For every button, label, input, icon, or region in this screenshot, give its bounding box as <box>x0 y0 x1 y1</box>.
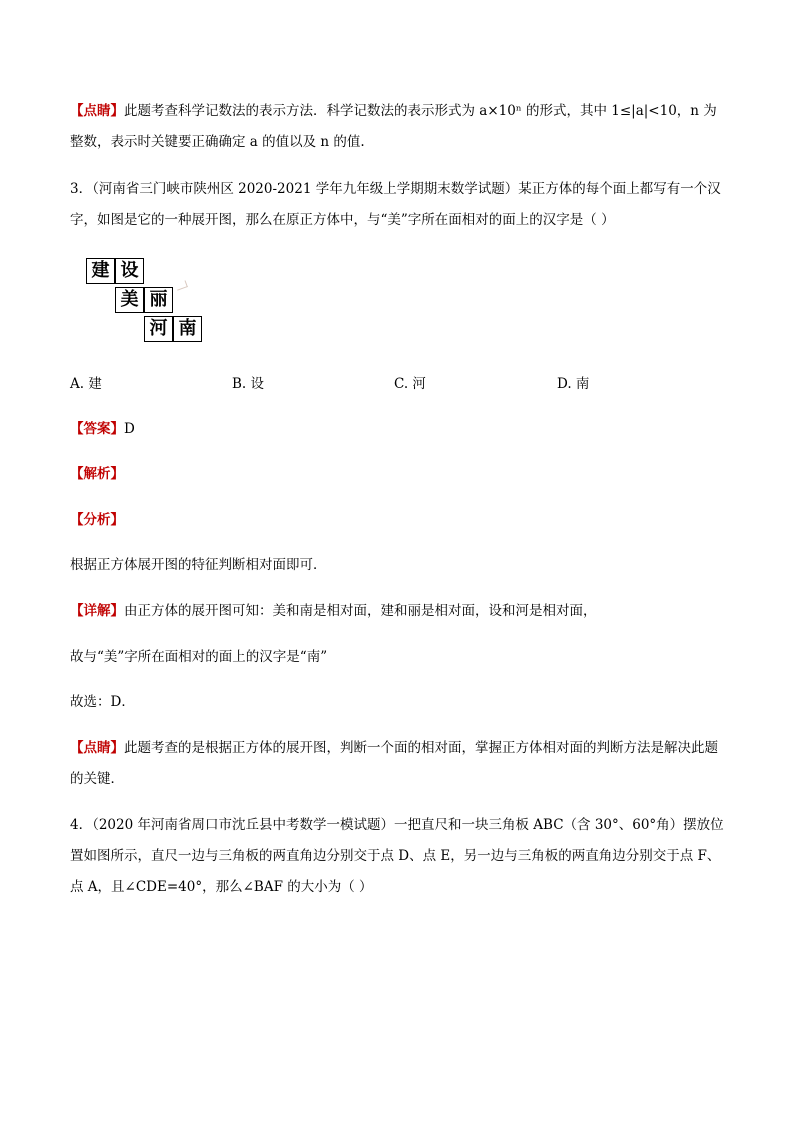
q4-stem: 4．（2020 年河南省周口市沈丘县中考数学一模试题）一把直尺和一块三角板 ABC（含 30°、60°角）摆放位置如图所示，直尺一边与三角板的两直角边分别交于点 D、点 E，另一边与三角板的两直角边分别交于点 F、点 A，且∠CDE=40°，那么∠BAF 的大小为（ ） <box>70 817 724 895</box>
option-c: C. 河 <box>394 376 426 392</box>
fenxi-text: 根据正方体展开图的特征判断相对面即可． <box>70 557 327 573</box>
net-cell-li: 丽 <box>144 287 173 313</box>
option-b: B. 设 <box>232 376 265 392</box>
q2-comment <box>70 96 724 158</box>
net-cell-he: 河 <box>144 316 173 342</box>
jiexi-tag: 【解析】 <box>70 466 124 482</box>
detail-line-3: 故选：D． <box>70 694 135 710</box>
answer-value: D <box>124 421 135 437</box>
answer-line <box>70 414 724 445</box>
option-a: A. 建 <box>70 376 102 392</box>
net-cell-jian: 建 <box>86 258 115 284</box>
net-cell-she: 设 <box>115 258 144 284</box>
detail-tag: 【详解】 <box>70 603 124 619</box>
jiexi-heading <box>70 459 724 490</box>
detail-text: 由正方体的展开图可知：美和南是相对面，建和丽是相对面，设和河是相对面， <box>124 603 597 619</box>
comment-tag: 【点睛】 <box>70 103 124 119</box>
net-cell-mei: 美 <box>115 287 144 313</box>
answer-tag: 【答案】 <box>70 421 124 437</box>
comment-text: 此题考查科学记数法的表示方法．科学记数法的表示形式为 a×10ⁿ 的形式，其中 1≤|a|<10，n 为整数，表示时关键要正确确定 a 的值以及 n 的值. <box>70 103 717 150</box>
q3-comment-tag: 【点睛】 <box>70 740 124 756</box>
detail-line-1 <box>70 596 724 627</box>
option-d: D. 南 <box>557 376 590 392</box>
fenxi-heading <box>70 505 724 536</box>
net-cell-nan: 南 <box>173 316 202 342</box>
fenxi-tag: 【分析】 <box>70 512 124 528</box>
cube-net-figure <box>86 258 210 346</box>
q3-stem: 3．（河南省三门峡市陕州区 2020-2021 学年九年级上学期期末数学试题）某正方体的每个面上都写有一个汉字，如图是它的一种展开图，那么在原正方体中，与“美”字所在面相对的面上的汉字是（ ） <box>70 181 721 228</box>
detail-line-2: 故与“美”字所在面相对的面上的汉字是“南” <box>70 649 328 665</box>
q3-comment <box>70 733 724 795</box>
q3-comment-text: 此题考查的是根据正方体的展开图，判断一个面的相对面，掌握正方体相对面的判断方法是解决此题的关键． <box>70 740 718 787</box>
